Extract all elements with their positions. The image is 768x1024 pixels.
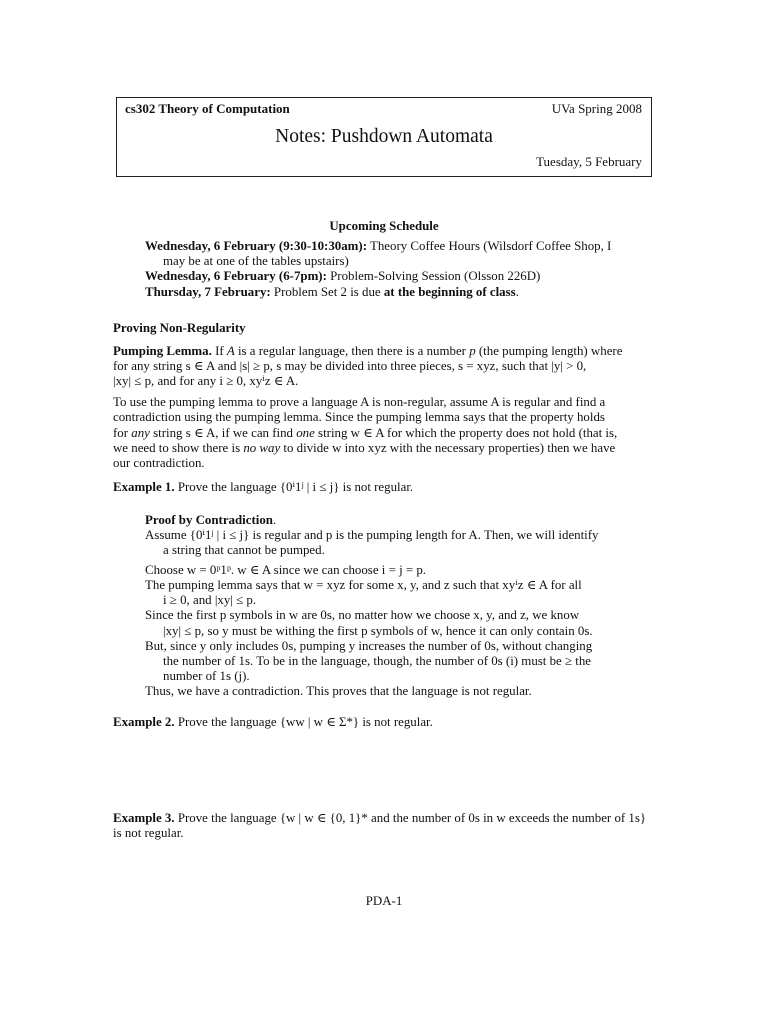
proof-line-2: Choose w = 0ᵖ1ᵖ. w ∈ A since we can choose i = j = p. xyxy=(145,563,427,577)
schedule-item-2-when: Wednesday, 6 February (6-7pm): xyxy=(145,269,327,283)
usage-emph-any: any xyxy=(131,426,150,440)
example-1-label: Example 1. xyxy=(113,480,175,494)
schedule-heading: Upcoming Schedule xyxy=(329,219,439,233)
usage-text-a: for xyxy=(113,426,132,440)
course-name: cs302 Theory of Computation xyxy=(125,101,290,116)
proof-conclusion: Thus, we have a contradiction. This proves that the language is not regular. xyxy=(145,684,532,698)
header-box xyxy=(116,97,652,177)
pumping-var-p: p xyxy=(469,344,476,358)
pumping-lemma-line-3: |xy| ≤ p, and for any i ≥ 0, xyⁱz ∈ A. xyxy=(113,374,299,388)
example-2-label: Example 2. xyxy=(113,715,175,729)
usage-text-4c: to divide w into xyz with the necessary properties) then we have xyxy=(280,441,616,455)
pumping-lemma-label: Pumping Lemma. xyxy=(113,344,212,358)
example-1-statement xyxy=(113,479,413,495)
term-label: UVa Spring 2008 xyxy=(551,101,642,116)
proof-line-1: Assume {0ⁱ1ʲ | i ≤ j} is regular and p is the pumping length for A. Then, we will identify xyxy=(145,528,599,542)
pumping-text-e: (the pumping length) where xyxy=(475,344,623,358)
section-heading: Proving Non-Regularity xyxy=(113,321,246,335)
schedule-item-1-what: Theory Coffee Hours (Wilsdorf Coffee Shop, I xyxy=(367,239,612,253)
pumping-lemma-line-1 xyxy=(113,343,622,359)
example-3-statement xyxy=(113,810,646,826)
proof-label: Proof by Contradiction xyxy=(145,513,273,527)
schedule-item-3-when: Thursday, 7 February: xyxy=(145,285,271,299)
pumping-lemma-line-2: for any string s ∈ A and |s| ≥ p, s may be divided into three pieces, s = xyz, such that |y| > 0, xyxy=(113,359,587,373)
pumping-text-a: If xyxy=(211,344,227,358)
proof-line-4: Since the first p symbols in w are 0s, no matter how we choose x, y, and z, we know xyxy=(145,608,580,622)
example-1-text: Prove the language {0ⁱ1ʲ | i ≤ j} is not regular. xyxy=(174,480,414,494)
proof-dot: . xyxy=(272,513,277,527)
proof-line-3: The pumping lemma says that w = xyz for some x, y, and z such that xyⁱz ∈ A for all xyxy=(145,578,582,592)
schedule-item-2 xyxy=(145,268,540,284)
schedule-item-1-when: Wednesday, 6 February (9:30-10:30am): xyxy=(145,239,367,253)
usage-emph-one: one xyxy=(296,426,315,440)
schedule-item-3-end: . xyxy=(515,285,519,299)
usage-emph-no-way: no way xyxy=(243,441,281,455)
pumping-var-a: A xyxy=(226,344,235,358)
schedule-item-3-emphasis: at the beginning of class xyxy=(383,285,516,299)
example-3-label: Example 3. xyxy=(113,811,175,825)
schedule-item-1 xyxy=(145,238,611,254)
example-2-text: Prove the language {ww | w ∈ Σ*} is not regular. xyxy=(174,715,433,729)
example-3-continued: is not regular. xyxy=(113,826,184,840)
proof-line-5-cont: the number of 1s. To be in the language, though, the number of 0s (i) must be ≥ the xyxy=(163,654,592,668)
lecture-date: Tuesday, 5 February xyxy=(536,154,642,169)
usage-line-4 xyxy=(113,440,615,456)
proof-line-1-cont: a string that cannot be pumped. xyxy=(163,543,325,557)
schedule-item-3-what: Problem Set 2 is due xyxy=(270,285,384,299)
usage-line-3 xyxy=(113,425,617,441)
usage-line-2: contradiction using the pumping lemma. Since the pumping lemma says that the property holds xyxy=(113,410,605,424)
usage-text-4a: we need to show there is xyxy=(113,441,244,455)
example-3-text: Prove the language {w | w ∈ {0, 1}* and the number of 0s in w exceeds the number of 1s} xyxy=(174,811,647,825)
proof-line-3-cont: i ≥ 0, and |xy| ≤ p. xyxy=(163,593,257,607)
proof-line-5: But, since y only includes 0s, pumping y increases the number of 0s, without changing xyxy=(145,639,593,653)
usage-text-e: string w ∈ A for which the property does not hold (that is, xyxy=(314,426,618,440)
proof-line-5-cont2: number of 1s (j). xyxy=(163,669,250,683)
usage-line-1: To use the pumping lemma to prove a language A is non-regular, assume A is regular and find a xyxy=(113,395,606,409)
schedule-item-1-continued: may be at one of the tables upstairs) xyxy=(163,254,349,268)
schedule-item-3 xyxy=(145,284,519,300)
schedule-item-2-what: Problem-Solving Session (Olsson 226D) xyxy=(326,269,541,283)
usage-line-5: our contradiction. xyxy=(113,456,205,470)
proof-line-4-cont: |xy| ≤ p, so y must be withing the first p symbols of w, hence it can only contain 0s. xyxy=(163,624,593,638)
proof-heading xyxy=(145,512,276,528)
example-2-statement xyxy=(113,714,433,730)
page-title: Notes: Pushdown Automata xyxy=(275,126,493,147)
pumping-text-c: is a regular language, then there is a number xyxy=(234,344,470,358)
usage-text-c: string s ∈ A, if we can find xyxy=(149,426,297,440)
page-number: PDA-1 xyxy=(365,894,403,908)
